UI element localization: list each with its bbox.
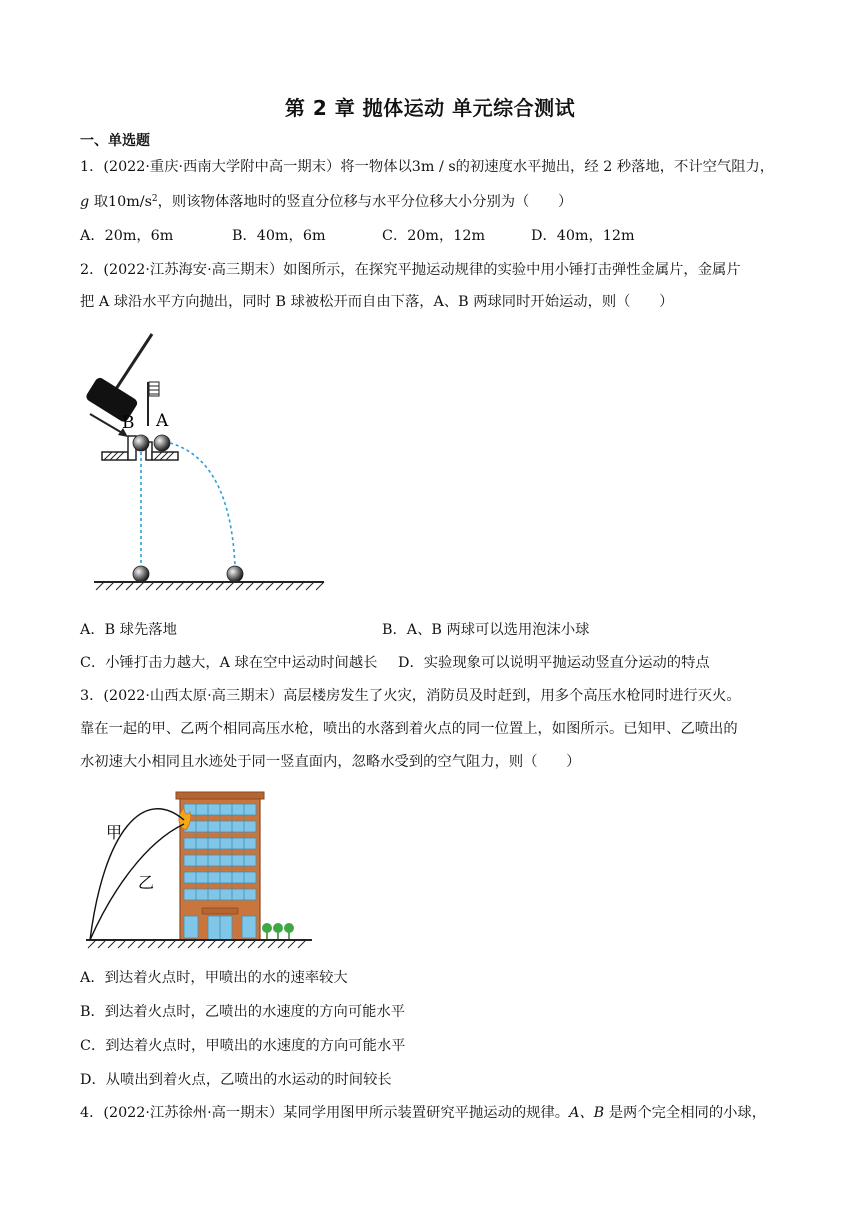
entrance-canopy xyxy=(202,908,238,914)
q2-stem-line2: 把 A 球沿水平方向抛出，同时 B 球被松开而自由下落，A、B 两球同时开始运动，则（ ） xyxy=(80,294,674,310)
section-heading: 一、单选题 xyxy=(80,133,150,149)
ground-window-right xyxy=(242,916,256,938)
ground-window-left xyxy=(184,916,198,938)
q1-option-a: A．20m，6m xyxy=(80,228,174,244)
q3-option-b: B．到达着火点时，乙喷出的水速度的方向可能水平 xyxy=(80,1004,406,1020)
ground-hatching xyxy=(96,582,324,590)
label-a: A xyxy=(156,411,169,431)
label-yi: 乙 xyxy=(138,873,155,892)
q3-option-c: C．到达着火点时，甲喷出的水速度的方向可能水平 xyxy=(80,1038,406,1054)
label-jia: 甲 xyxy=(106,823,123,842)
q3-option-d: D．从喷出到着火点，乙喷出的水运动的时间较长 xyxy=(80,1072,392,1088)
page-title: 第 2 章 抛体运动 单元综合测试 xyxy=(284,96,576,120)
ball-a-landed xyxy=(227,566,243,582)
building-roof xyxy=(176,792,264,799)
q2-option-b: B．A、B 两球可以选用泡沫小球 xyxy=(382,622,590,638)
q4-stem-c: 是两个完全相同的小球， xyxy=(604,1105,767,1121)
ball-a-start xyxy=(154,435,170,451)
water-arc-jia xyxy=(90,809,184,940)
q2-option-c: C．小锤打击力越大，A 球在空中运动时间越长 xyxy=(80,655,378,671)
water-arc-yi xyxy=(90,824,184,940)
trajectory-a xyxy=(170,443,235,566)
q1-option-c: C．20m，12m xyxy=(382,228,486,244)
q1-stem-line2 xyxy=(80,189,572,212)
q3-stem-line2: 靠在一起的甲、乙两个相同高压水枪，喷出的水落到着火点的同一位置上，如图所示。已知甲、乙喷出的 xyxy=(80,721,738,737)
q2-option-a: A．B 球先落地 xyxy=(80,622,177,638)
q3-option-a: A．到达着火点时，甲喷出的水的速率较大 xyxy=(80,970,348,986)
q1-stem-line1: 1．(2022·重庆·西南大学附中高一期末）将一物体以3m / s的初速度水平抛出，经 2 秒落地，不计空气阻力， xyxy=(80,159,775,175)
ball-b-landed xyxy=(133,566,149,582)
q2-option-d: D．实验现象可以说明平抛运动竖直分运动的特点 xyxy=(398,655,710,671)
q1-exponent: 2 xyxy=(151,194,158,204)
trees-icon xyxy=(262,923,294,940)
hammer-handle xyxy=(114,334,152,392)
ground-hatching xyxy=(88,940,306,948)
q1-g-symbol: g xyxy=(80,194,90,210)
q4-stem-ab: A、B xyxy=(569,1105,605,1121)
q3-stem-line1: 3．(2022·山西太原·高三期末）高层楼房发生了火灾，消防员及时赶到，用多个高压水枪同时进行灭火。 xyxy=(80,688,741,704)
q2-stem-line1: 2．(2022·江苏海安·高三期末）如图所示，在探究平抛运动规律的实验中用小锤打击弹性金属片，金属片 xyxy=(80,262,741,278)
q3-figure-fire-building xyxy=(84,790,316,952)
q4-stem-line1 xyxy=(80,1103,766,1123)
q1-stem-line2-a: 取10m/s xyxy=(89,194,152,210)
q1-stem-line2-b: ，则该物体落地时的竖直分位移与水平分位移大小分别为（ ） xyxy=(157,194,573,210)
q4-stem-a: 4．(2022·江苏徐州·高一期末）某同学用图甲所示装置研究平抛运动的规律。 xyxy=(80,1105,570,1121)
q1-option-d: D．40m，12m xyxy=(531,228,635,244)
q3-stem-line3: 水初速大小相同且水迹处于同一竖直面内，忽略水受到的空气阻力，则（ ） xyxy=(80,754,581,770)
ball-b-start xyxy=(133,435,149,451)
q2-figure-apparatus xyxy=(80,330,340,600)
q1-option-b: B．40m，6m xyxy=(232,228,326,244)
label-b: B xyxy=(122,413,135,433)
